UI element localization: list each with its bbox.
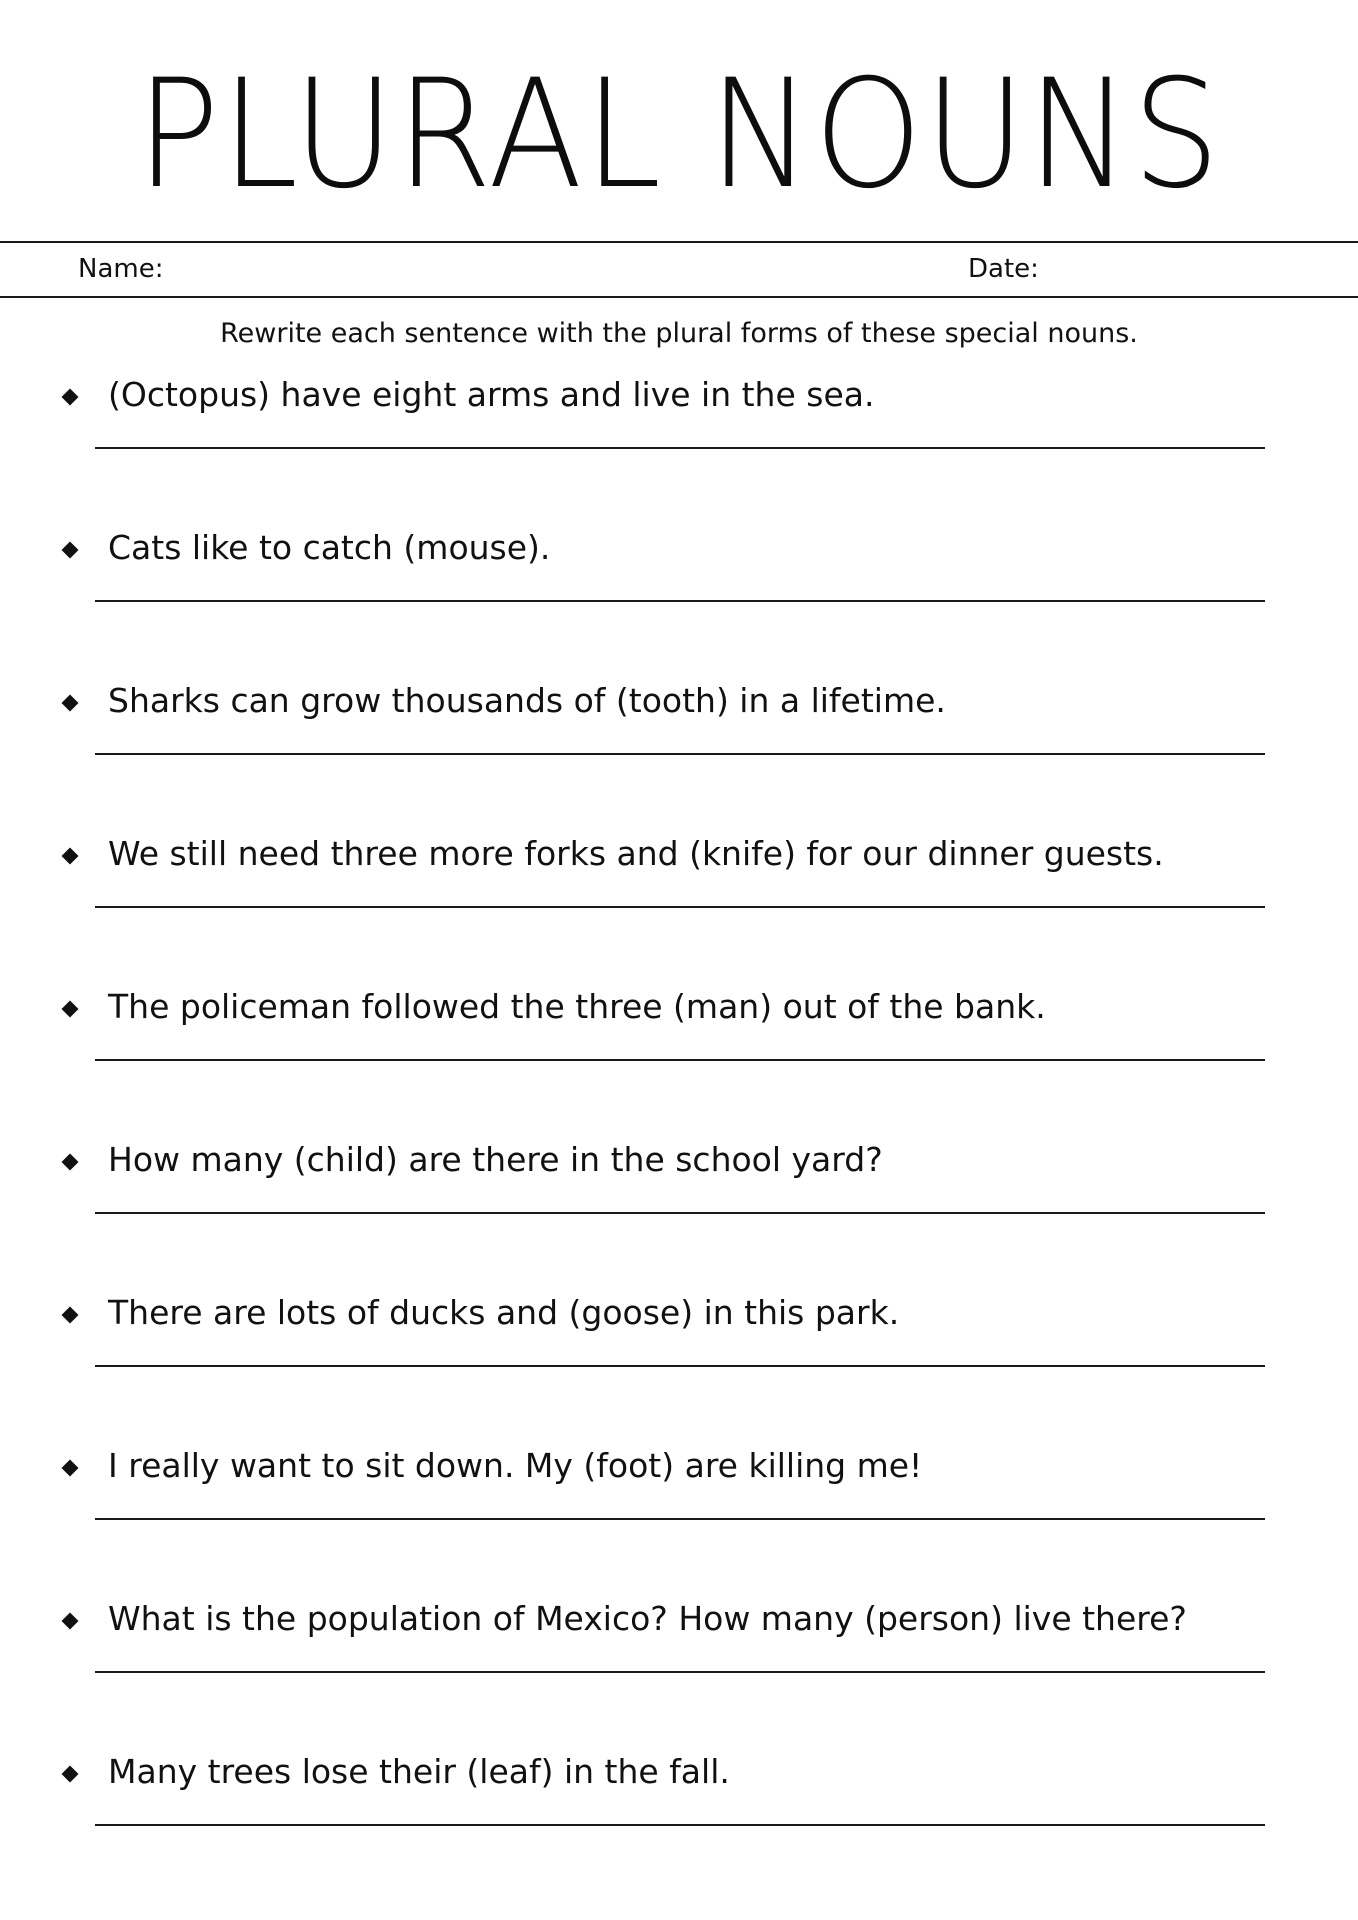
answer-line[interactable] (95, 600, 1265, 602)
answer-line[interactable] (95, 906, 1265, 908)
question-item (0, 522, 1358, 675)
diamond-bullet-icon (62, 848, 79, 865)
question-item (0, 1440, 1358, 1593)
diamond-bullet-icon (62, 1154, 79, 1171)
question-text: How many (child) are there in the school yard? (108, 1140, 883, 1179)
question-text: We still need three more forks and (knife) for our dinner guests. (108, 834, 1164, 873)
question-item (0, 1287, 1358, 1440)
worksheet-title: PLURAL NOUNS (136, 48, 1222, 222)
answer-line[interactable] (95, 1518, 1265, 1520)
question-text: Sharks can grow thousands of (tooth) in a lifetime. (108, 681, 946, 720)
diamond-bullet-icon (62, 1766, 79, 1783)
name-label: Name: (78, 254, 164, 284)
question-item (0, 1134, 1358, 1287)
diamond-bullet-icon (62, 1307, 79, 1324)
answer-line[interactable] (95, 447, 1265, 449)
diamond-bullet-icon (62, 1001, 79, 1018)
diamond-bullet-icon (62, 695, 79, 712)
answer-line[interactable] (95, 1365, 1265, 1367)
question-text: What is the population of Mexico? How many (person) live there? (108, 1599, 1187, 1638)
question-item (0, 981, 1358, 1134)
instructions: Rewrite each sentence with the plural forms of these special nouns. (220, 318, 1138, 349)
question-item (0, 1746, 1358, 1899)
diamond-bullet-icon (62, 389, 79, 406)
question-text: I really want to sit down. My (foot) are killing me! (108, 1446, 923, 1485)
question-item (0, 675, 1358, 828)
diamond-bullet-icon (62, 542, 79, 559)
question-text: (Octopus) have eight arms and live in the sea. (108, 375, 875, 414)
question-text: The policeman followed the three (man) out of the bank. (108, 987, 1046, 1026)
answer-line[interactable] (95, 1059, 1265, 1061)
answer-line[interactable] (95, 753, 1265, 755)
question-item (0, 828, 1358, 981)
answer-line[interactable] (95, 1212, 1265, 1214)
question-item (0, 1593, 1358, 1746)
question-item (0, 369, 1358, 522)
diamond-bullet-icon (62, 1460, 79, 1477)
question-text: Many trees lose their (leaf) in the fall. (108, 1752, 730, 1791)
date-label: Date: (968, 254, 1039, 284)
answer-line[interactable] (95, 1824, 1265, 1826)
answer-line[interactable] (95, 1671, 1265, 1673)
question-text: There are lots of ducks and (goose) in this park. (108, 1293, 900, 1332)
diamond-bullet-icon (62, 1613, 79, 1630)
question-text: Cats like to catch (mouse). (108, 528, 551, 567)
